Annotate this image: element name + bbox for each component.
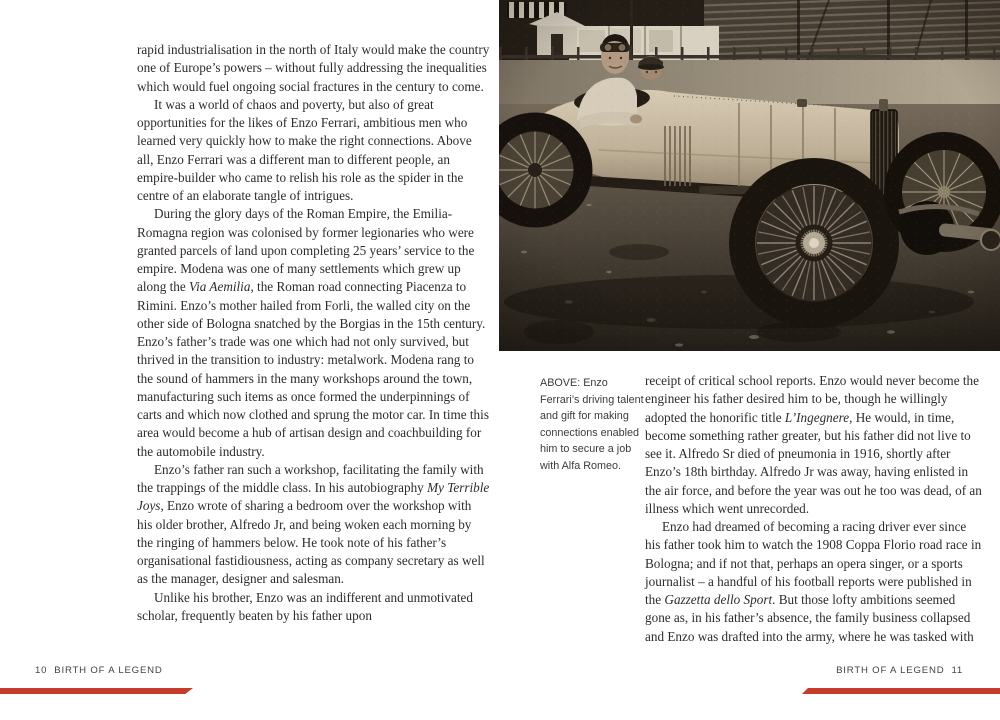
paragraph: Unlike his brother, Enzo was an indifferent and unmotivated scholar, frequently beaten by his father upon <box>137 589 473 623</box>
left-footer-rule <box>0 688 193 694</box>
paragraph: rapid industrialisation in the north of Italy would make the country one of Europe’s powers – without fully addressing the inequalities which would fuel ongoing social fractures in the century to come. <box>137 42 490 94</box>
left-page-text-column <box>137 41 490 625</box>
left-page-number: 10 <box>35 665 48 676</box>
left-chapter-title: BIRTH OF A LEGEND <box>54 665 163 676</box>
paragraph: During the glory days of the Roman Empire, the Emilia-Romagna region was colonised by former legionaries who were granted parcels of land upon completing 25 years’ service to the empire. Modena was one of many settlements which grew up along the Via Aemilia, the Roman road connecting Piacenza to Rimini. Enzo’s mother hailed from Forli, the walled city on the other side of Bologna snatched by the Borgias in the 15th century. Enzo’s father’s trade was one which had not only survived, but thrived in the transition to industry: metalwork. Modena rang to the sound of hammers in the many workshops around the town, manufacturing such items as once formed the underpinnings of carts and which now clothed and sprung the motor car. In time this area would become a hub of artisan design and coachbuilding for the automobile industry. <box>137 206 489 459</box>
right-running-foot <box>836 665 963 676</box>
paragraph: Enzo had dreamed of becoming a racing driver ever since his father took him to watch the 1908 Coppa Florio road race in Bologna; and if not that, perhaps an opera singer, or a sports journalist – a handful of his football reports were published in the Gazzetta dello Sport. But those lofty ambitions seemed gone as, in his father’s absence, the family business collapsed and Enzo was drafted into the army, where he was tasked with <box>645 519 982 644</box>
right-page-number: 11 <box>951 665 963 676</box>
paragraph: It was a world of chaos and poverty, but also of great opportunities for the likes of Enzo Ferrari, ambitious men who learned very quickly how to make the right connections. Above all, Enzo Ferrari was a different man to different people, an empire-builder who came to relish his role as the spider in the centre of an elaborate tangle of intrigues. <box>137 96 472 203</box>
left-running-foot <box>35 665 163 676</box>
right-footer-rule <box>802 688 1000 694</box>
photo-illustration <box>499 0 1000 351</box>
photo-caption: ABOVE: Enzo Ferrari’s driving talent and gift for making connections enabled him to secure a job with Alfa Romeo. <box>540 377 644 472</box>
right-page-text-column <box>645 372 982 646</box>
paragraph: receipt of critical school reports. Enzo would never become the engineer his father desired him to be, though he willingly adopted the honorific title L’Ingegnere, He would, in time, become something rather greater, but his father did not live to see it. Alfredo Sr died of pneumonia in 1916, shortly after Enzo’s 18th birthday. Alfredo Jr was away, having enlisted in the air force, and before the year was out he too was dead, of an illness which went unrecorded. <box>645 373 982 516</box>
ferrari-race-car-photo <box>499 0 1000 351</box>
right-chapter-title: BIRTH OF A LEGEND <box>836 665 945 676</box>
paragraph: Enzo’s father ran such a workshop, facilitating the family with the trappings of the middle class. In his autobiography My Terrible Joys, Enzo wrote of sharing a bedroom over the workshop with his older brother, Alfredo Jr, and being woken each morning by the ringing of hammers below. He took note of his father’s organisational fastidiousness, acting as company secretary as well as the manager, designer and salesman. <box>137 461 490 587</box>
